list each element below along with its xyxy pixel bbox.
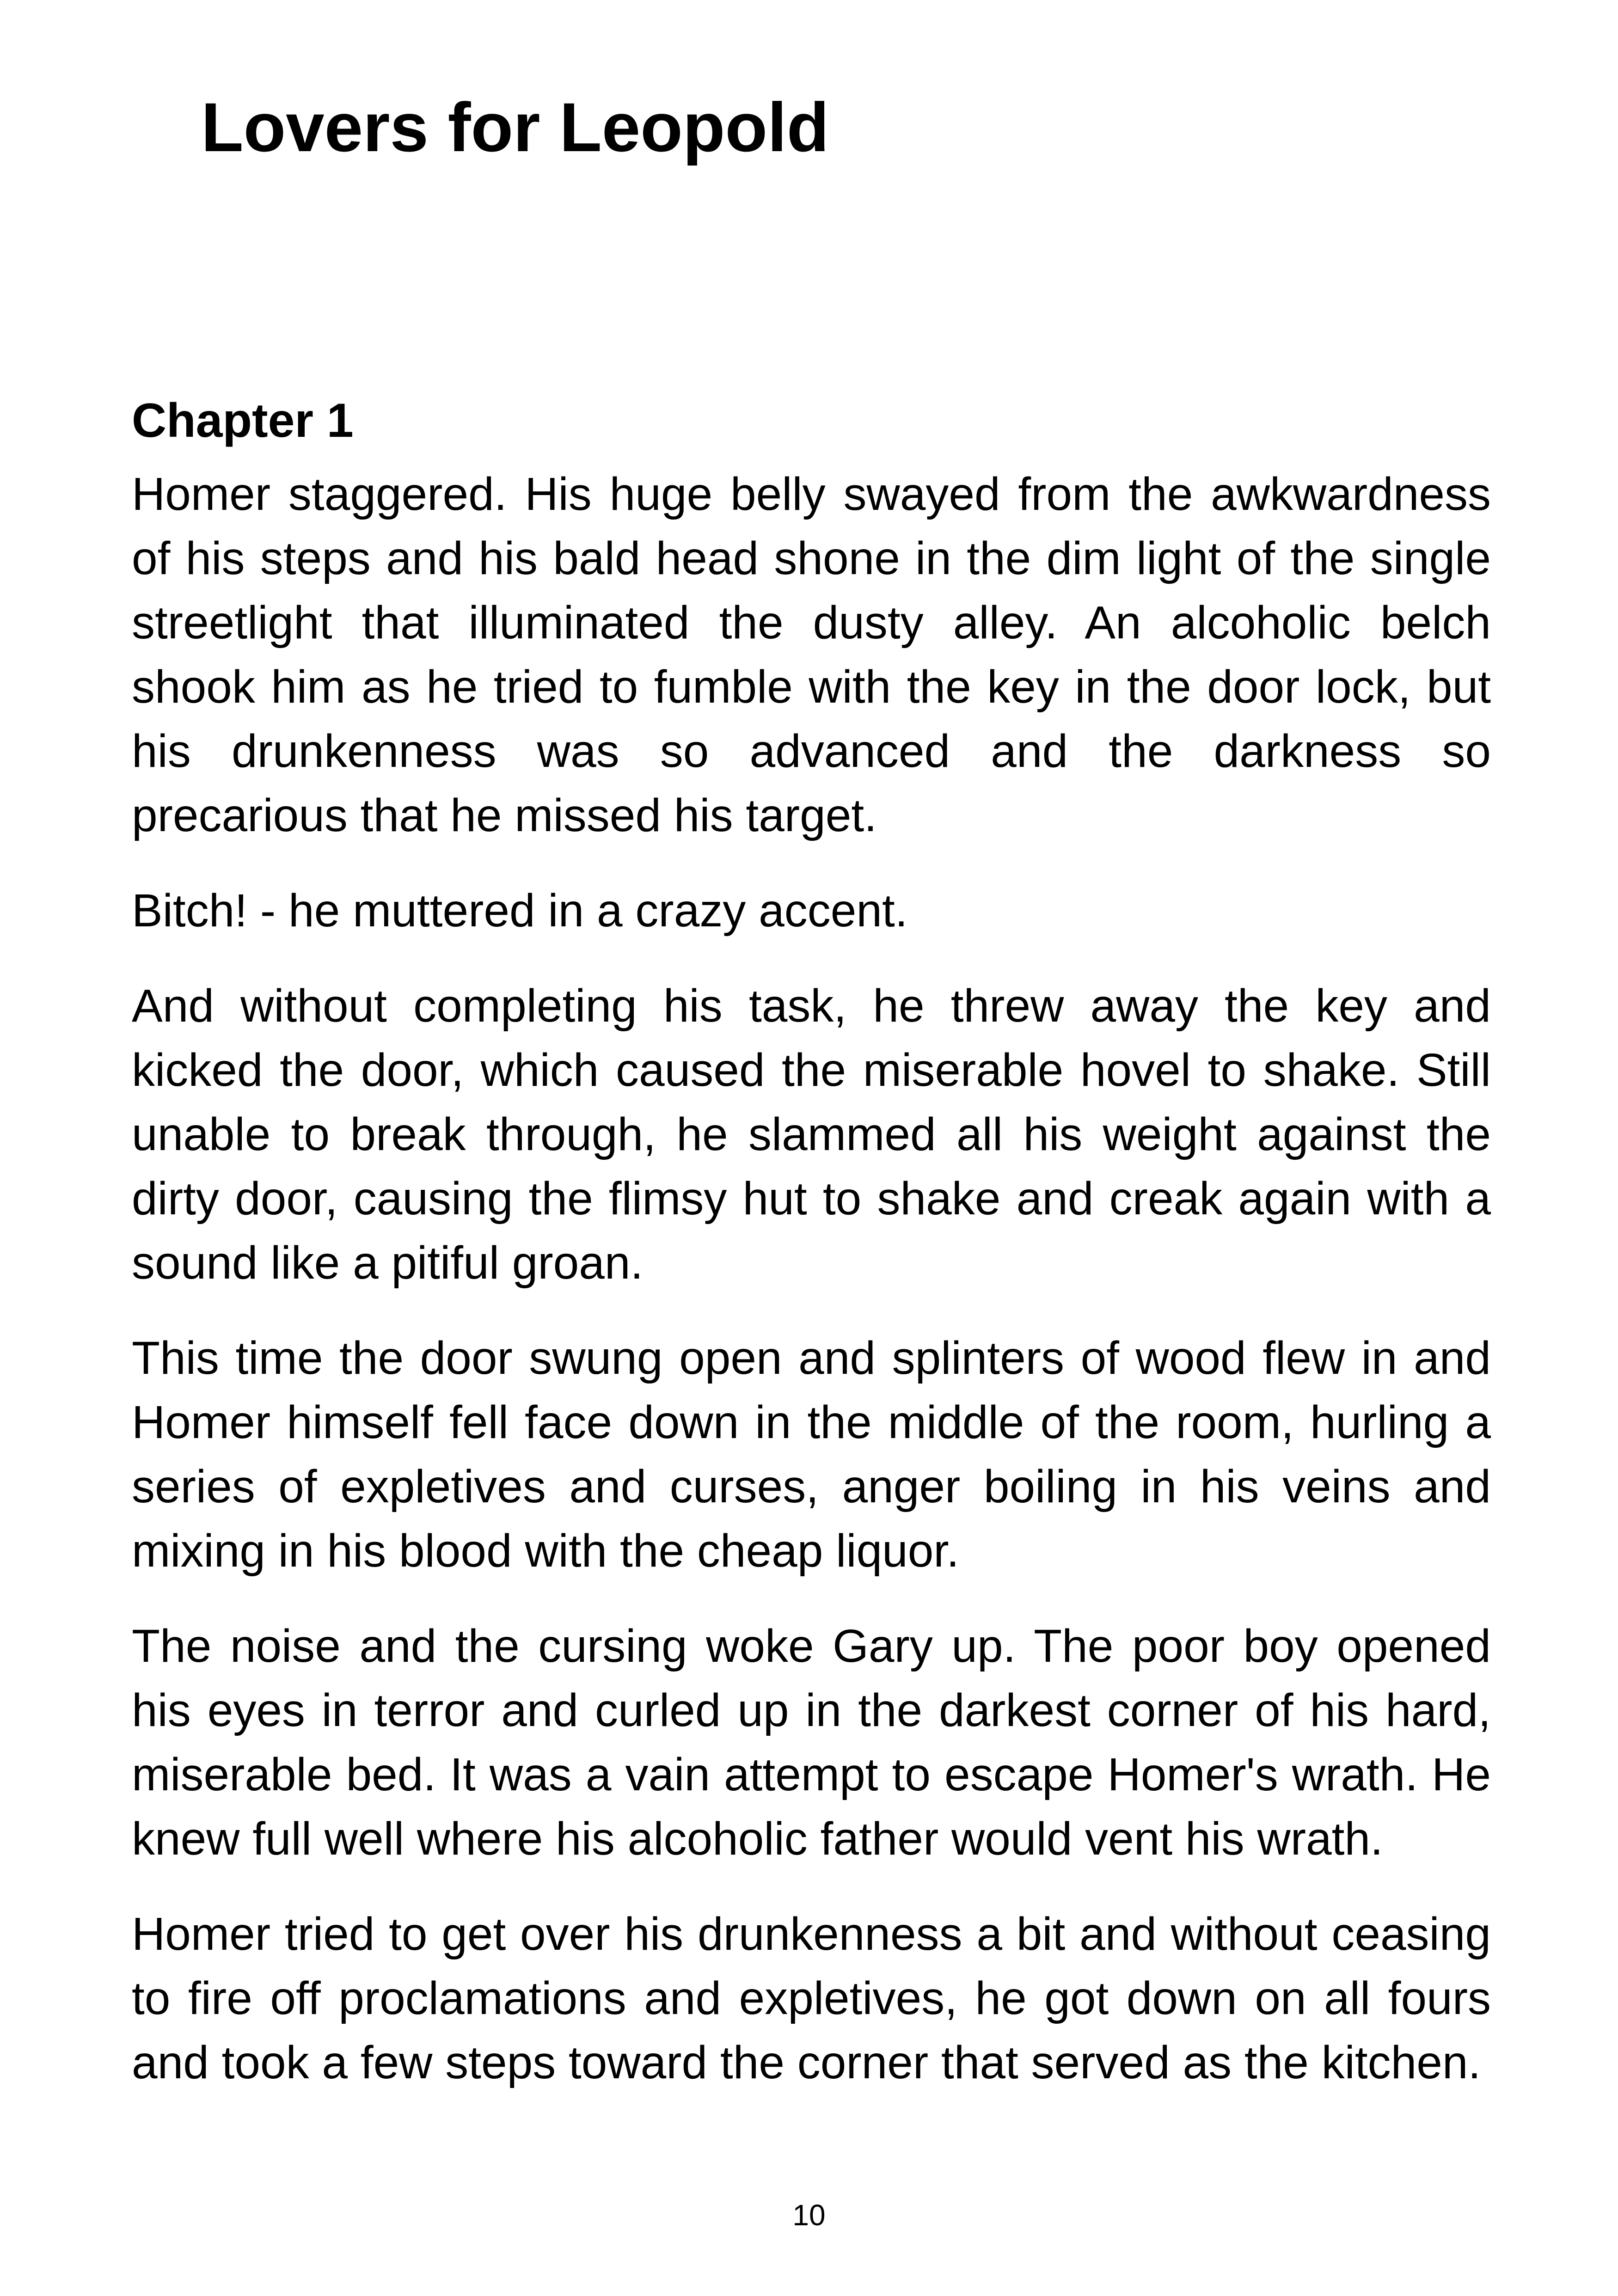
chapter-heading: Chapter 1 bbox=[132, 394, 354, 447]
page-number: 10 bbox=[792, 2198, 826, 2232]
book-title: Lovers for Leopold bbox=[201, 88, 829, 166]
chapter-body bbox=[132, 462, 1491, 2126]
paragraph: Bitch! - he muttered in a crazy accent. bbox=[132, 885, 908, 937]
paragraph: Homer tried to get over his drunkenness a bit and without ceasing to fire off proclamations and expletives, he got down on all fours and took a few steps toward the corner that served as the kitchen. bbox=[132, 1908, 1491, 2088]
paragraph: The noise and the cursing woke Gary up. The poor boy opened his eyes in terror and curled up in the darkest corner of his hard, miserable bed. It was a vain attempt to escape Homer's wrath. He knew full well where his alcoholic father would vent his wrath. bbox=[132, 1620, 1491, 1865]
paragraph: And without completing his task, he threw away the key and kicked the door, which caused the miserable hovel to shake. Still unable to break through, he slammed all his weight against the dirty door, causing the flimsy hut to shake and creak again with a sound like a pitiful groan. bbox=[132, 980, 1491, 1289]
paragraph: This time the door swung open and splinters of wood flew in and Homer himself fell face down in the middle of the room, hurling a series of expletives and curses, anger boiling in his veins and mixing in his blood with the cheap liquor. bbox=[132, 1332, 1491, 1577]
paragraph: Homer staggered. His huge belly swayed from the awkwardness of his steps and his bald head shone in the dim light of the single streetlight that illuminated the dusty alley. An alcoholic belch shook him as he tried to fumble with the key in the door lock, but his drunkenness was so advanced and the darkness so precarious that he missed his target. bbox=[132, 468, 1491, 841]
